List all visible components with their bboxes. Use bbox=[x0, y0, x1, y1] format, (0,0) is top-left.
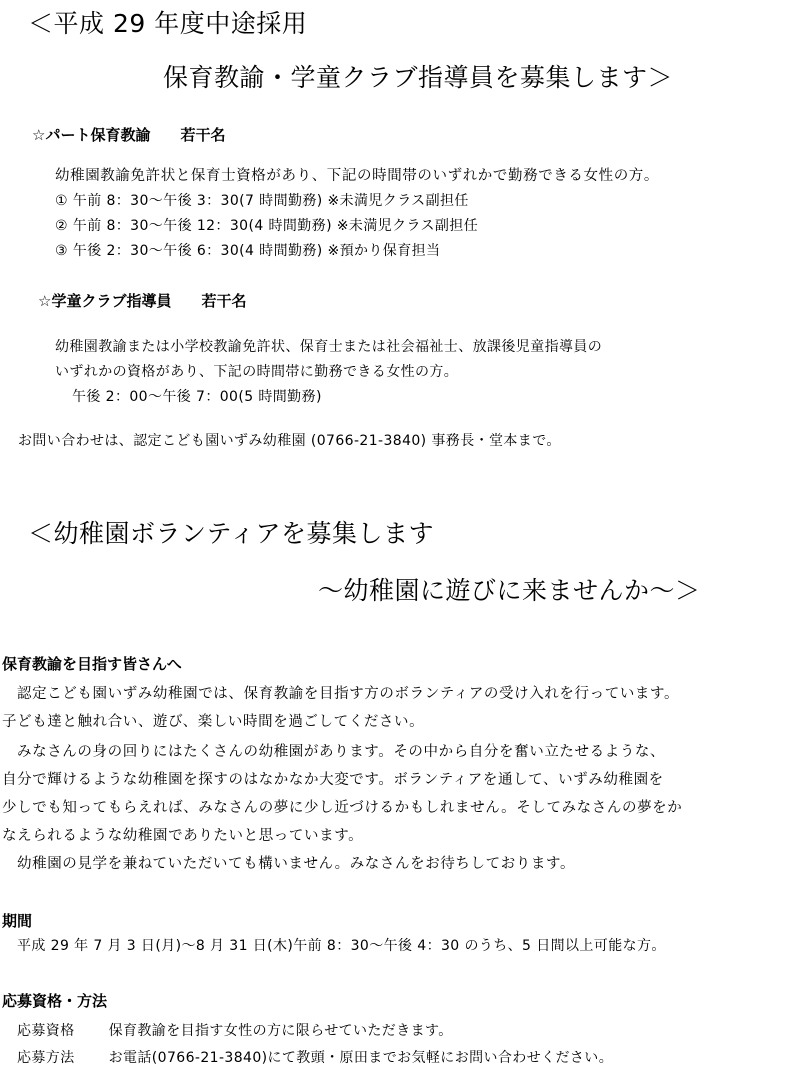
part-time-count: 若干名 bbox=[180, 126, 226, 144]
qualification-heading: 応募資格・方法 bbox=[2, 992, 108, 1010]
volunteer-intro-line-1: 認定こども園いずみ幼稚園では、保育教諭を目指す方のボランティアの受け入れを行っています。 bbox=[17, 686, 680, 702]
recruitment-title-line2: 保育教諭・学童クラブ指導員を募集します＞ bbox=[163, 63, 674, 92]
method-row bbox=[17, 1047, 613, 1067]
volunteer-intro-line-5: 少しでも知ってもらえれば、みなさんの夢に少し近づけるかもしれません。そしてみなさんの夢をか bbox=[2, 800, 683, 816]
volunteer-intro-heading: 保育教諭を目指す皆さんへ bbox=[2, 655, 182, 673]
qualification-text: 保育教諭を目指す女性の方に限らせていただきます。 bbox=[108, 1023, 453, 1039]
volunteer-intro-line-6: なえられるような幼稚園でありたいと思っています。 bbox=[2, 828, 364, 844]
volunteer-intro-line-3: みなさんの身の回りにはたくさんの幼稚園があります。その中から自分を奮い立たせるような、 bbox=[17, 744, 666, 760]
part-time-shift-1: ① 午前 8：30～午後 3：30(7 時間勤務) ※未満児クラス副担任 bbox=[55, 193, 469, 209]
method-label: 応募方法 bbox=[17, 1050, 75, 1066]
volunteer-intro-line-2: 子ども達と触れ合い、遊び、楽しい時間を過ごしてください。 bbox=[2, 714, 425, 730]
period-heading: 期間 bbox=[2, 912, 33, 930]
recruitment-title-line1: ＜平成 29 年度中途採用 bbox=[28, 9, 308, 38]
volunteer-intro-line-4: 自分で輝けるような幼稚園を探すのはなかなか大変です。ボランティアを通して、いずみ幼稚園を bbox=[2, 772, 664, 788]
club-count: 若干名 bbox=[201, 292, 247, 310]
volunteer-title-line1: ＜幼稚園ボランティアを募集します bbox=[28, 519, 435, 548]
volunteer-title-line2: ～幼稚園に遊びに来ませんか～＞ bbox=[318, 576, 701, 605]
part-time-heading-row bbox=[32, 124, 225, 145]
part-time-shift-3: ③ 午後 2：30～午後 6：30(4 時間勤務) ※預かり保育担当 bbox=[55, 243, 441, 259]
club-hours: 午後 2：00～午後 7：00(5 時間勤務) bbox=[72, 389, 322, 405]
club-description-line2: いずれかの資格があり、下記の時間帯に勤務できる女性の方。 bbox=[55, 364, 459, 380]
club-heading-row bbox=[38, 290, 246, 311]
part-time-description: 幼稚園教諭免許状と保育士資格があり、下記の時間帯のいずれかで勤務できる女性の方。 bbox=[55, 168, 659, 184]
part-time-shift-2: ② 午前 8：30～午後 12：30(4 時間勤務) ※未満児クラス副担任 bbox=[55, 218, 479, 234]
period-text: 平成 29 年 7 月 3 日(月)～8 月 31 日(木)午前 8：30～午後 4：30 のうち、5 日間以上可能な方。 bbox=[17, 938, 666, 954]
qualification-label: 応募資格 bbox=[17, 1023, 75, 1039]
club-description-line1: 幼稚園教諭または小学校教諭免許状、保育士または社会福祉士、放課後児童指導員の bbox=[55, 339, 603, 355]
recruitment-contact: お問い合わせは、認定こども園いずみ幼稚園 (0766-21-3840) 事務長・堂本まで。 bbox=[18, 433, 561, 449]
qualification-row bbox=[17, 1020, 453, 1040]
club-heading: ☆学童クラブ指導員 bbox=[38, 292, 172, 310]
method-text: お電話(0766-21-3840)にて教頭・原田までお気軽にお問い合わせください。 bbox=[108, 1050, 614, 1066]
part-time-heading: ☆パート保育教諭 bbox=[32, 126, 151, 144]
volunteer-intro-line-7: 幼稚園の見学を兼ねていただいても構いません。みなさんをお待ちしております。 bbox=[17, 856, 576, 872]
